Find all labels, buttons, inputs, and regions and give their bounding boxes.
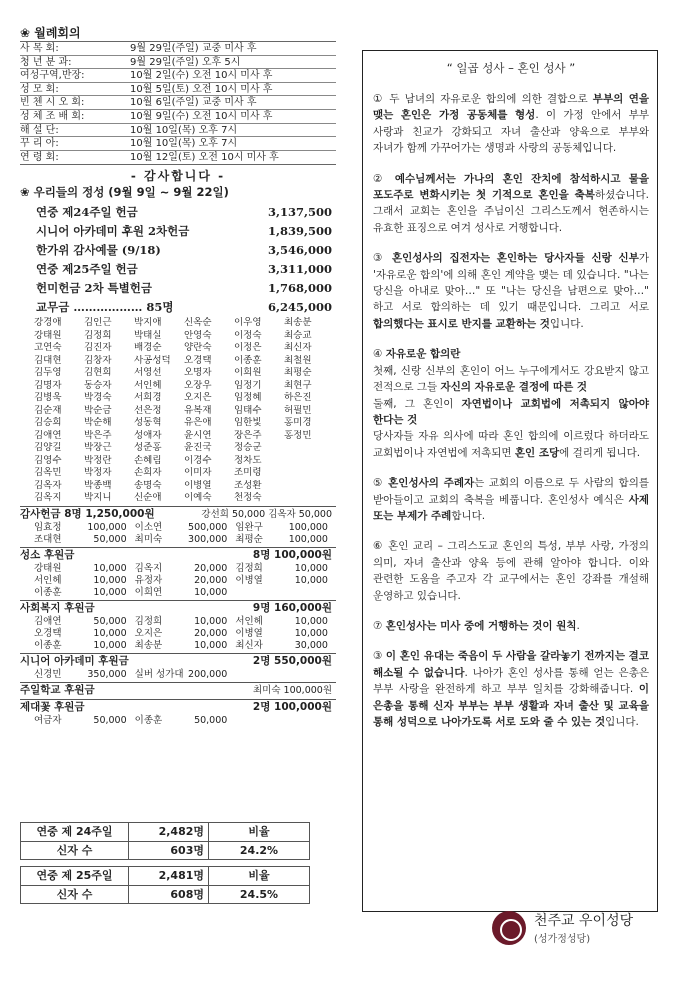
donation-cell: 임효정: [34, 521, 62, 533]
donation-group-header: [20, 548, 336, 563]
tithe-name: 손희자: [134, 467, 162, 479]
donation-row: [20, 587, 336, 599]
donation-group-amount: 2명 100,000원: [252, 700, 332, 713]
tithe-name: 김영수: [34, 454, 62, 466]
tithe-name: 선은정: [134, 404, 162, 416]
donation-cell: 이희연: [134, 586, 163, 598]
meeting-group: 해 설 단:: [20, 124, 59, 136]
donation-cell: 10,000: [93, 562, 127, 574]
donation-cell: 100,000: [288, 533, 328, 545]
sacrament-paragraphs: [373, 91, 649, 730]
donation-row: [20, 522, 336, 534]
donation-cell: 200,000: [188, 668, 228, 680]
tithe-name: 임태수: [234, 404, 262, 416]
donation-groups: [20, 506, 336, 727]
stat-sub-label: 신자 수: [21, 842, 129, 859]
tithe-name: 임한빛: [234, 417, 262, 429]
tithe-name: [284, 492, 334, 505]
tithe-name: 성애자: [134, 429, 162, 441]
donation-group-title: 시니어 아카데미 후원금: [20, 654, 129, 667]
tithe-name: 김대현: [34, 354, 62, 366]
tithe-name: [284, 455, 334, 468]
tithe-name: 김순재: [34, 404, 62, 416]
sacrament-paragraph: ② 예수님께서는 가나의 혼인 잔치에 참석하시고 물을 포도주로 변화시키는 첫 기적으로 혼인을 축복하셨습니다. 그래서 교회는 혼인을 주님이신 그리스도께서 현존하시는 유효한 표징으로 여겨 성사로 거행합니다.: [373, 172, 649, 234]
tithe-name: 정차도: [234, 454, 262, 466]
donation-cell: 서인헤: [235, 615, 263, 627]
stat-count: 2,482명: [129, 823, 209, 841]
donation-group-title: 사회복지 후원금: [20, 601, 95, 614]
stat-ratio: 24.2%: [239, 844, 279, 857]
sacrament-paragraph: ④ 자유로운 합의란 첫째, 신랑 신부의 혼인이 어느 누구에게서도 강요받지 않고 전적으로 그들 자신의 자유로운 결정에 따른 것 둘째, 그 혼인이 자연법이나 교회법에 저촉되지 않아야 한다는 것 당사자들 자유 의사에 따라 혼인 합의에 이르렀다 하더라도 교회법이나 자연법에 저촉되면 혼인 조당에 걸리게 됩니다.: [373, 348, 649, 459]
donation-group-header: [20, 507, 336, 522]
donation-cell: 30,000: [294, 639, 328, 651]
donation-cell: 10,000: [93, 627, 127, 639]
tithe-name: 김옥자: [34, 479, 62, 491]
tithe-name: 윤진국: [184, 442, 212, 454]
donation-cell: 유정자: [134, 574, 163, 586]
donation-cell: 오지은: [134, 627, 163, 639]
donation-row: [20, 575, 336, 587]
church-name: 천주교 우이성당: [534, 913, 634, 929]
tithe-name: [284, 442, 334, 455]
stat-count: 2,481명: [129, 867, 209, 885]
church-subtitle: (성가정성당): [534, 934, 591, 945]
tithe-name: 박종백: [84, 479, 112, 491]
offering-amount: 6,245,000: [267, 300, 332, 315]
tithe-name: 신옥순: [184, 317, 212, 329]
tithe-name: 이종훈: [234, 354, 262, 366]
offering-label: 한가위 감사예물 (9/18): [36, 243, 161, 258]
meeting-time: 9월 29일(주일) 오후 5시: [130, 56, 241, 68]
donation-cell: 100,000: [87, 521, 127, 533]
donation-cell: [235, 669, 285, 681]
donation-cell: 신경민: [34, 668, 62, 680]
tithe-name: 김두영: [34, 367, 62, 379]
offering-row: [20, 203, 336, 222]
donation-group: [20, 653, 336, 681]
tithe-name: 임정기: [234, 379, 262, 391]
offering-row: [20, 222, 336, 241]
offering-label: 시니어 아카데미 후원 2차헌금: [36, 224, 190, 239]
sacrament-paragraph: ③ 이 혼인 유대는 죽음이 두 사람을 갈라놓기 전까지는 결코 해소될 수 없습니다. 나아가 혼인 성사를 통해 얻는 은총은 부부 사랑을 완전하게 하고 부부 일치를 강화해줍니다. 이 은총을 통해 신자 부부는 부부 생활과 자녀 출산 및 교육을 통해 성덕으로 나아가도록 서로 도와 줄 수 있는 것입니다.: [373, 650, 649, 728]
tithe-name: 김현희: [84, 367, 112, 379]
meeting-group: 연 령 회:: [20, 151, 59, 163]
donation-cell: 50,000: [93, 533, 127, 545]
meeting-time: 9월 29일(주일) 교중 미사 후: [130, 43, 257, 54]
meeting-group: 성 체 조 배 회:: [20, 110, 85, 122]
donation-group: [20, 699, 336, 727]
tithe-name: 박정란: [84, 454, 112, 466]
meeting-group: 성 모 회:: [20, 83, 59, 95]
donation-cell: 최평순: [235, 533, 263, 545]
tithe-name: 오경택: [184, 354, 212, 366]
tithe-name: 오명자: [184, 367, 212, 379]
meeting-row: [20, 56, 336, 70]
tithe-name: 이예숙: [184, 492, 212, 504]
tithe-name: 김양길: [34, 442, 62, 454]
thanks-title: - 감사합니다 -: [130, 169, 226, 184]
tithe-name: 이경수: [184, 454, 212, 466]
tithe-name: 김명자: [34, 379, 62, 391]
tithe-name: 홍정민: [284, 429, 312, 441]
tithe-name: 손혜림: [134, 454, 162, 466]
tithe-name: 홍미경: [284, 417, 312, 429]
donation-cell: 김정희: [134, 615, 163, 627]
meeting-group: 여성구역,반장:: [20, 70, 85, 82]
tithe-name: 이병열: [184, 479, 212, 491]
tithe-name: 양란숙: [184, 342, 212, 354]
tithe-name: 하은진: [284, 392, 312, 404]
meeting-row: [20, 137, 336, 151]
donation-group: [20, 506, 336, 546]
donation-group-title: 성소 후원금: [20, 548, 75, 561]
tithe-name: 오장우: [184, 379, 212, 391]
donation-cell: 이소연: [134, 521, 163, 533]
donation-group-header: [20, 683, 336, 698]
donation-row: [20, 640, 336, 652]
donation-cell: 서인헤: [34, 574, 62, 586]
donation-group-title: 제대꽃 후원금: [20, 700, 85, 713]
offering-row: [20, 241, 336, 260]
donation-group-header: [20, 654, 336, 669]
tithe-name: 박경숙: [84, 392, 112, 404]
tithe-name: 서희경: [134, 392, 162, 404]
stats-table-24: [20, 822, 310, 860]
meeting-time: 10월 10일(목) 오후 7시: [130, 124, 238, 136]
meetings-title: ❀ 월례회의: [20, 26, 81, 40]
offering-amount: 3,546,000: [267, 243, 332, 258]
donation-group-inline: 강선희 50,000 김옥자 50,000: [201, 508, 332, 520]
donation-row: [20, 715, 336, 727]
offering-label: 연중 제25주일 헌금: [36, 262, 138, 277]
donation-cell: 최송분: [134, 639, 163, 651]
church-seal-icon: [492, 911, 526, 945]
donation-cell: 이종훈: [134, 714, 163, 726]
tithe-name: 정승군: [234, 442, 262, 454]
tithe-name: 사공성덕: [134, 354, 171, 366]
tithe-name: 최송분: [284, 317, 312, 329]
tithe-name: [284, 467, 334, 480]
tithe-name: 조미령: [234, 467, 262, 479]
donation-cell: 이병열: [235, 627, 263, 639]
donation-group-title: 주일학교 후원금: [20, 683, 95, 696]
donation-cell: [286, 669, 336, 681]
donation-cell: 최신자: [235, 639, 263, 651]
donation-cell: 10,000: [294, 627, 328, 639]
stats-table-25: [20, 866, 310, 904]
donation-cell: 20,000: [194, 574, 228, 586]
tithe-name: 장은주: [234, 429, 262, 441]
donation-cell: 10,000: [93, 639, 127, 651]
donation-cell: 오경택: [34, 627, 62, 639]
tithe-name: 강경애: [34, 317, 62, 329]
tithe-name: 안영숙: [184, 329, 212, 341]
offering-label: 헌미헌금 2차 특별헌금: [36, 281, 152, 296]
donation-cell: 20,000: [194, 562, 228, 574]
stat-sub-label: 신자 수: [21, 886, 129, 903]
tithe-name: 이우영: [234, 317, 262, 329]
donation-row: [20, 616, 336, 628]
tithe-name: 박순해: [84, 417, 112, 429]
donation-group-header: [20, 700, 336, 715]
tithe-name: 김인근: [84, 317, 112, 329]
sacrament-paragraph: ⑥ 혼인 교리 – 그리스도교 혼인의 특성, 부부 사랑, 가정의 의미, 자녀 출산과 양육 등에 관해 알아야 합니다. 이와 관련한 도움을 주고자 각 교구에서는 혼인 강좌를 개설해 운영하고 있습니다.: [373, 540, 649, 602]
meeting-time: 10월 2일(수) 오전 10시 미사 후: [130, 70, 273, 82]
donation-group: [20, 547, 336, 599]
tithe-name: 최철원: [284, 354, 312, 366]
donation-cell: 10,000: [294, 562, 328, 574]
tithe-name: 김정희: [84, 329, 112, 341]
donation-row: [20, 534, 336, 546]
tithe-name: 윤시연: [184, 429, 212, 441]
sacrament-paragraph: ③ 혼인성사의 집전자는 혼인하는 당사자들 신랑 신부가 '자유로운 합의'에 의해 혼인 계약을 맺는 데 있습니다. "나는 당신을 아내로 맞아…" 또 "나는 당신을 남편으로 맞아…" 하고 서로 합의하는 데 있기 때문입니다. 그리고 서로 합의했다는 표시로 반지를 교환하는 것입니다.: [373, 252, 649, 330]
donation-cell: 이병열: [235, 574, 263, 586]
donation-cell: 10,000: [93, 586, 127, 598]
tithe-name: 동승자: [84, 379, 112, 391]
donation-group-title: 감사헌금 8명 1,250,000원: [20, 507, 155, 520]
tithe-name: 이정숙: [234, 329, 262, 341]
donation-cell: 이종훈: [34, 586, 62, 598]
donation-cell: 50,000: [93, 714, 127, 726]
meeting-row: [20, 124, 336, 138]
meeting-group: 사 목 회:: [20, 43, 59, 54]
donation-cell: 20,000: [194, 627, 228, 639]
sacrament-paragraph: ⑦ 혼인성사는 미사 중에 거행하는 것이 원칙.: [373, 619, 580, 632]
offering-row: [20, 298, 336, 317]
tithe-name: 조성환: [234, 479, 262, 491]
tithe-name: 강태원: [34, 329, 62, 341]
donation-cell: 조대현: [34, 533, 62, 545]
sacrament-paragraph: ⑤ 혼인성사의 주례자는 교회의 이름으로 두 사람의 합의를 받아들이고 교회의 축복을 베풉니다. 혼인성사 예식은 사제 또는 부제가 주례합니다.: [373, 477, 649, 522]
offering-label: 교무금 ……………… 85명: [36, 300, 174, 315]
tithe-name: 허필민: [284, 404, 312, 416]
meeting-group: 꾸 리 아:: [20, 138, 59, 150]
donation-cell: 50,000: [93, 615, 127, 627]
donation-cell: 500,000: [188, 521, 228, 533]
donation-cell: 350,000: [87, 668, 127, 680]
donation-cell: 김정희: [235, 562, 263, 574]
tithe-name: 최평순: [284, 367, 312, 379]
donation-cell: 10,000: [194, 615, 228, 627]
meeting-time: 10월 9일(수) 오전 10시 미사 후: [130, 110, 273, 122]
donation-group: [20, 682, 336, 698]
donation-cell: 임완구: [235, 521, 263, 533]
donation-row: [20, 628, 336, 640]
donation-cell: 강태원: [34, 562, 62, 574]
offering-row: [20, 260, 336, 279]
tithe-name: 김옥민: [34, 467, 62, 479]
donation-cell: 실버 성가대: [134, 668, 184, 680]
sacrament-title: “ 일곱 성사 – 혼인 성사 ”: [446, 61, 576, 75]
donation-group-amount: 8명 100,000원: [252, 548, 332, 561]
offering-amount: 3,137,500: [267, 205, 332, 220]
tithe-name: 서영선: [134, 367, 162, 379]
tithe-name: 김애연: [34, 429, 62, 441]
donation-cell: 50,000: [194, 714, 228, 726]
tithe-name: 송명숙: [134, 479, 162, 491]
tithe-name: 유은애: [184, 417, 212, 429]
stat-ratio-label: 비율: [248, 869, 270, 882]
donation-cell: 10,000: [194, 586, 228, 598]
tithe-name: 박장근: [84, 442, 112, 454]
tithe-name: 최현구: [284, 379, 312, 391]
donation-cell: 100,000: [288, 521, 328, 533]
donation-cell: [235, 715, 285, 727]
tithe-name: 천정숙: [234, 492, 262, 504]
meeting-row: [20, 42, 336, 56]
tithe-name: 신순애: [134, 492, 162, 504]
offering-label: 연중 제24주일 헌금: [36, 205, 138, 220]
stat-label: 연중 제 25주일: [21, 867, 129, 885]
meeting-time: 10월 12일(토) 오전 10시 미사 후: [130, 151, 279, 163]
donation-cell: 10,000: [194, 639, 228, 651]
tithe-name: 김병욱: [34, 392, 62, 404]
donation-cell: 10,000: [93, 574, 127, 586]
tithe-names: [20, 317, 336, 505]
meeting-row: [20, 110, 336, 124]
meeting-row: [20, 96, 336, 110]
stat-ratio: 24.5%: [239, 888, 279, 901]
tithe-name: 김진자: [84, 342, 112, 354]
tithe-name: 오지은: [184, 392, 212, 404]
tithe-name: 배경순: [134, 342, 162, 354]
donation-cell: 최미숙: [134, 533, 163, 545]
donation-group-amount: 9명 160,000원: [252, 601, 332, 614]
sacrament-paragraph: ① 두 남녀의 자유로운 합의에 의한 결합으로 부부의 연을 맺는 혼인은 가정 공동체를 형성. 이 가정 안에서 부부 사랑과 친교가 강화되고 자녀 출산과 양육으로 부부와 자녀가 함께 가꾸어가는 생명과 사랑의 공동체입니다.: [373, 93, 649, 155]
tithe-name: 박순금: [84, 404, 112, 416]
donation-group: [20, 600, 336, 652]
meeting-group: 빈 첸 시 오 회:: [20, 97, 85, 109]
meetings-table: [20, 41, 336, 165]
church-logo: [492, 910, 633, 945]
donation-cell: 이종훈: [34, 639, 62, 651]
offering-amount: 1,768,000: [267, 281, 332, 296]
tithe-name: 이정은: [234, 342, 262, 354]
offering-amount: 3,311,000: [267, 262, 332, 277]
donation-cell: 김옥지: [134, 562, 163, 574]
stat-ratio-label: 비율: [248, 825, 270, 838]
offering-row: [20, 279, 336, 298]
meeting-time: 10월 5일(토) 오전 10시 미사 후: [130, 83, 273, 95]
meeting-row: [20, 151, 336, 165]
donation-cell: [286, 587, 336, 599]
offering-amount: 1,839,500: [267, 224, 332, 239]
donation-row: [20, 563, 336, 575]
tithe-name: 임정혜: [234, 392, 262, 404]
tithe-name: 최신자: [284, 342, 312, 354]
stat-label: 연중 제 24주일: [21, 823, 129, 841]
donation-cell: 300,000: [188, 533, 228, 545]
donation-cell: [286, 715, 336, 727]
donation-cell: 10,000: [294, 615, 328, 627]
donation-row: [20, 669, 336, 681]
offering-sums: [20, 203, 336, 317]
tithe-name: 박지니: [84, 492, 112, 504]
tithe-name: 서인헤: [134, 379, 162, 391]
tithe-name: [284, 480, 334, 493]
offering-period: ❀ 우리들의 정성 (9월 9일 ~ 9월 22일): [20, 185, 229, 200]
tithe-name: 성동혁: [134, 417, 162, 429]
tithe-name: 김창자: [84, 354, 112, 366]
meeting-time: 10월 10일(목) 오후 7시: [130, 138, 238, 150]
tithe-name: 고연숙: [34, 342, 62, 354]
tithe-name: 김승희: [34, 417, 62, 429]
donation-group-amount: 2명 550,000원: [252, 654, 332, 667]
stat-sub-count: 608명: [129, 886, 209, 903]
tithe-name: 최승교: [284, 329, 312, 341]
donation-cell: 여금자: [34, 714, 62, 726]
stat-sub-count: 603명: [129, 842, 209, 859]
tithe-name: 성준홍: [134, 442, 162, 454]
tithe-name: 김옥지: [34, 492, 62, 504]
tithe-name: 이미자: [184, 467, 212, 479]
meeting-row: [20, 69, 336, 83]
tithe-name: 박은주: [84, 429, 112, 441]
donation-cell: [235, 587, 285, 599]
meeting-row: [20, 83, 336, 97]
meeting-group: 청 년 분 과:: [20, 56, 72, 68]
left-column: [20, 25, 336, 727]
tithe-name: 박정자: [84, 467, 112, 479]
donation-group-inline: 최미숙 100,000원: [252, 684, 332, 696]
tithe-name: 박지애: [134, 317, 162, 329]
donation-group-header: [20, 601, 336, 616]
tithe-name: 유복재: [184, 404, 212, 416]
tithe-name: 이희원: [234, 367, 262, 379]
sacrament-box: [362, 50, 658, 912]
donation-cell: 10,000: [294, 574, 328, 586]
donation-cell: 김애연: [34, 615, 62, 627]
tithe-name: 박태실: [134, 329, 162, 341]
meeting-time: 10월 6일(주일) 교중 미사 후: [130, 97, 257, 109]
